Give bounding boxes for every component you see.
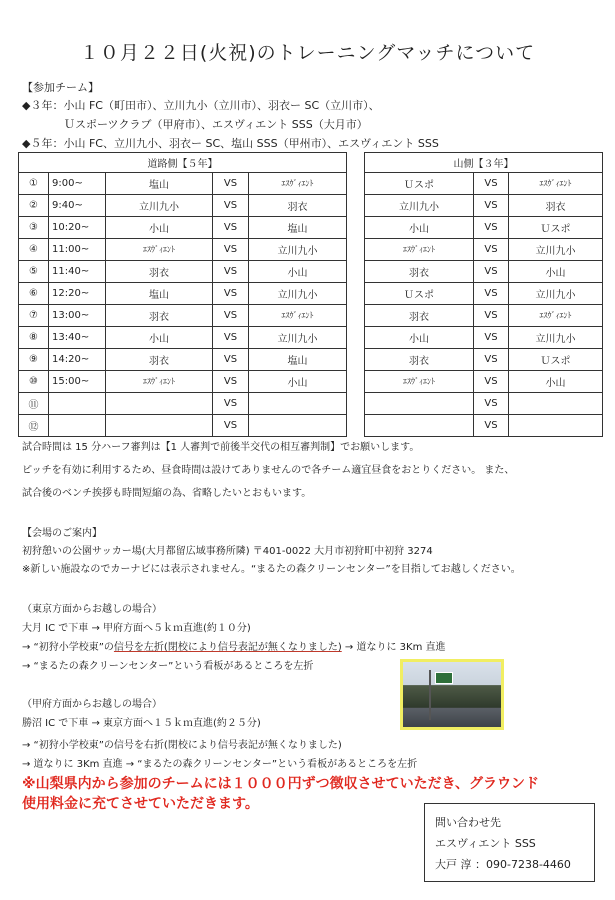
mountain-vs: VS: [474, 217, 509, 239]
tokyo-step2-a: → “初狩小学校東”の: [22, 642, 114, 653]
header-road-side: 道路側【５年】: [19, 153, 347, 173]
road-team-a: ｴｽｳﾞｨｴﾝﾄ: [106, 371, 213, 393]
notes-line3: 試合後のベンチ挨拶も時間短縮の為、省略したいとおもいます。: [22, 488, 312, 499]
mountain-vs: VS: [474, 305, 509, 327]
road-vs: VS: [213, 217, 249, 239]
column-gap: [347, 217, 365, 239]
venue-heading: 【会場のご案内】: [22, 528, 102, 539]
match-number: ⑦: [19, 305, 49, 327]
road-vs: VS: [213, 393, 249, 415]
tokyo-step2: [22, 638, 446, 653]
kofu-step1: 勝沼 IC で下車 → 東京方面へ１５ｋｍ直進(約２５分): [22, 718, 261, 729]
mountain-vs: VS: [474, 261, 509, 283]
mountain-vs: VS: [474, 283, 509, 305]
match-number: ⑧: [19, 327, 49, 349]
match-time: 15:00~: [49, 371, 106, 393]
mountain-team-b: 立川九小: [509, 239, 603, 261]
column-gap: [347, 153, 365, 173]
mountain-team-b: ｴｽｳﾞｨｴﾝﾄ: [509, 173, 603, 195]
table-row: [19, 261, 603, 283]
teams-grade5-line: ◆５年：小山 FC、立川九小、羽衣ー SC、塩山 SSS（甲州市）、エスヴィエント SSS: [22, 137, 439, 150]
mountain-vs: VS: [474, 415, 509, 437]
road-team-a: [106, 415, 213, 437]
road-team-a: 羽衣: [106, 349, 213, 371]
column-gap: [347, 371, 365, 393]
road-vs: VS: [213, 371, 249, 393]
match-time: 12:20~: [49, 283, 106, 305]
match-time: 13:40~: [49, 327, 106, 349]
road-team-b: ｴｽｳﾞｨｴﾝﾄ: [249, 173, 347, 195]
table-row: [19, 239, 603, 261]
kofu-step2: → “初狩小学校東”の信号を右折(閉校により信号表記が無くなりました): [22, 740, 342, 751]
column-gap: [347, 195, 365, 217]
mountain-team-b: 羽衣: [509, 195, 603, 217]
road-team-a: 立川九小: [106, 195, 213, 217]
match-number: ④: [19, 239, 49, 261]
photo-pole: [429, 670, 431, 720]
teams-heading: 【参加チーム】: [22, 81, 99, 94]
mountain-team-a: [365, 415, 474, 437]
column-gap: [347, 415, 365, 437]
road-vs: VS: [213, 261, 249, 283]
road-team-a: 羽衣: [106, 261, 213, 283]
mountain-team-a: 立川九小: [365, 195, 474, 217]
road-vs: VS: [213, 195, 249, 217]
venue-address: 初狩憩いの公園サッカー場(大月都留広域事務所隣) 〒401-0022 大月市初狩町中初狩 3274: [22, 546, 433, 557]
table-row: [19, 393, 603, 415]
match-time: 9:00~: [49, 173, 106, 195]
warning-line1: ※山梨県内から参加のチームには１０００円ずつ徴収させていただき、グラウンド: [22, 776, 540, 792]
tokyo-heading: （東京方面からお越しの場合）: [22, 604, 162, 615]
match-number: ⑫: [19, 415, 49, 437]
road-team-b: 塩山: [249, 217, 347, 239]
mountain-team-a: 羽衣: [365, 305, 474, 327]
contact-person-phone: 大戸 淳 ：090-7238-4460: [435, 858, 571, 871]
match-number: ⑨: [19, 349, 49, 371]
mountain-team-b: 立川九小: [509, 283, 603, 305]
mountain-team-b: [509, 415, 603, 437]
road-team-b: [249, 415, 347, 437]
road-vs: VS: [213, 415, 249, 437]
table-row: [19, 371, 603, 393]
warning-line2: 使用料金に充てさせていただきます。: [22, 796, 259, 812]
road-vs: VS: [213, 349, 249, 371]
road-vs: VS: [213, 305, 249, 327]
contact-organization: エスヴィエント SSS: [435, 837, 536, 850]
tokyo-step3: → “まるたの森クリーンセンター”という看板があるところを左折: [22, 661, 314, 672]
tokyo-step1: 大月 IC で下車 → 甲府方面へ５ｋｍ直進(約１０分): [22, 623, 251, 634]
road-team-b: 立川九小: [249, 327, 347, 349]
kofu-heading: （甲府方面からお越しの場合）: [22, 699, 162, 710]
mountain-vs: VS: [474, 393, 509, 415]
match-time: 11:00~: [49, 239, 106, 261]
match-time: [49, 415, 106, 437]
road-team-b: 小山: [249, 261, 347, 283]
table-row: [19, 349, 603, 371]
match-time: 9:40~: [49, 195, 106, 217]
road-team-a: ｴｽｳﾞｨｴﾝﾄ: [106, 239, 213, 261]
mountain-team-a: 羽衣: [365, 261, 474, 283]
road-team-a: 羽衣: [106, 305, 213, 327]
road-team-b: 羽衣: [249, 195, 347, 217]
photo-sign: [435, 672, 453, 684]
mountain-vs: VS: [474, 173, 509, 195]
road-team-a: 小山: [106, 327, 213, 349]
column-gap: [347, 327, 365, 349]
road-team-a: [106, 393, 213, 415]
venue-note: ※新しい施設なのでカーナビには表示されません。“まるたの森クリーンセンター”を目指してお越しください。: [22, 564, 521, 575]
table-row: [19, 283, 603, 305]
road-vs: VS: [213, 327, 249, 349]
mountain-vs: VS: [474, 239, 509, 261]
match-time: 13:00~: [49, 305, 106, 327]
column-gap: [347, 283, 365, 305]
match-number: ①: [19, 173, 49, 195]
match-time: 11:40~: [49, 261, 106, 283]
mountain-team-b: 立川九小: [509, 327, 603, 349]
mountain-team-a: Ｕスポ: [365, 173, 474, 195]
mountain-team-b: Ｕスポ: [509, 349, 603, 371]
road-vs: VS: [213, 173, 249, 195]
teams-grade3-line2: Ｕスポーツクラブ（甲府市）、エスヴィエント SSS（大月市）: [64, 118, 368, 131]
table-row: [19, 217, 603, 239]
road-team-b: 立川九小: [249, 239, 347, 261]
road-vs: VS: [213, 283, 249, 305]
contact-box: [424, 803, 595, 882]
road-team-a: 小山: [106, 217, 213, 239]
match-number: ③: [19, 217, 49, 239]
table-row: [19, 327, 603, 349]
road-team-b: ｴｽｳﾞｨｴﾝﾄ: [249, 305, 347, 327]
table-row: [19, 195, 603, 217]
table-row: [19, 173, 603, 195]
column-gap: [347, 305, 365, 327]
match-number: ⑩: [19, 371, 49, 393]
mountain-vs: VS: [474, 327, 509, 349]
mountain-team-a: 羽衣: [365, 349, 474, 371]
mountain-team-b: ｴｽｳﾞｨｴﾝﾄ: [509, 305, 603, 327]
mountain-team-a: 小山: [365, 217, 474, 239]
match-number: ⑥: [19, 283, 49, 305]
road-team-b: 小山: [249, 371, 347, 393]
mountain-vs: VS: [474, 195, 509, 217]
road-team-a: 塩山: [106, 283, 213, 305]
mountain-team-a: ｴｽｳﾞｨｴﾝﾄ: [365, 239, 474, 261]
road-vs: VS: [213, 239, 249, 261]
contact-heading: 問い合わせ先: [435, 816, 501, 829]
header-mountain-side: 山側【３年】: [365, 153, 603, 173]
mountain-team-b: 小山: [509, 261, 603, 283]
column-gap: [347, 239, 365, 261]
table-row: [19, 415, 603, 437]
mountain-team-a: 小山: [365, 327, 474, 349]
column-gap: [347, 261, 365, 283]
road-team-b: 立川九小: [249, 283, 347, 305]
mountain-team-b: [509, 393, 603, 415]
road-team-b: [249, 393, 347, 415]
mountain-vs: VS: [474, 349, 509, 371]
match-time: 14:20~: [49, 349, 106, 371]
column-gap: [347, 393, 365, 415]
tokyo-step2-c: → 道なりに 3Km 直進: [341, 642, 446, 653]
teams-grade3-line1: ◆３年：小山 FC（町田市）、立川九小（立川市）、羽衣ー SC（立川市）、: [22, 99, 380, 112]
mountain-team-a: Ｕスポ: [365, 283, 474, 305]
mountain-vs: VS: [474, 371, 509, 393]
page-title: １０月２２日(火祝)のトレーニングマッチについて: [79, 42, 536, 64]
match-time: [49, 393, 106, 415]
mountain-team-a: ｴｽｳﾞｨｴﾝﾄ: [365, 371, 474, 393]
match-time: 10:20~: [49, 217, 106, 239]
kofu-step3: → 道なりに 3Km 直進 → “まるたの森クリーンセンター”という看板があるところを左折: [22, 759, 418, 770]
schedule-header-row: [19, 153, 603, 173]
column-gap: [347, 173, 365, 195]
table-row: [19, 305, 603, 327]
notes-line2: ピッチを有効に利用するため、昼食時間は設けてありませんので各チーム適宜昼食をおとりください。 また、: [22, 465, 515, 476]
column-gap: [347, 349, 365, 371]
mountain-team-b: Ｕスポ: [509, 217, 603, 239]
road-team-a: 塩山: [106, 173, 213, 195]
mountain-team-b: 小山: [509, 371, 603, 393]
road-sign-photo: [400, 659, 504, 730]
match-schedule-table: [18, 152, 603, 437]
match-number: ②: [19, 195, 49, 217]
tokyo-step2-underlined: 信号を左折(閉校により信号表記が無くなりました): [113, 642, 342, 653]
road-team-b: 塩山: [249, 349, 347, 371]
notes-line1: 試合時間は 15 分ハーフ審判は【1 人審判で前後半交代の相互審判制】でお願いします。: [22, 442, 420, 453]
mountain-team-a: [365, 393, 474, 415]
match-number: ⑪: [19, 393, 49, 415]
match-number: ⑤: [19, 261, 49, 283]
